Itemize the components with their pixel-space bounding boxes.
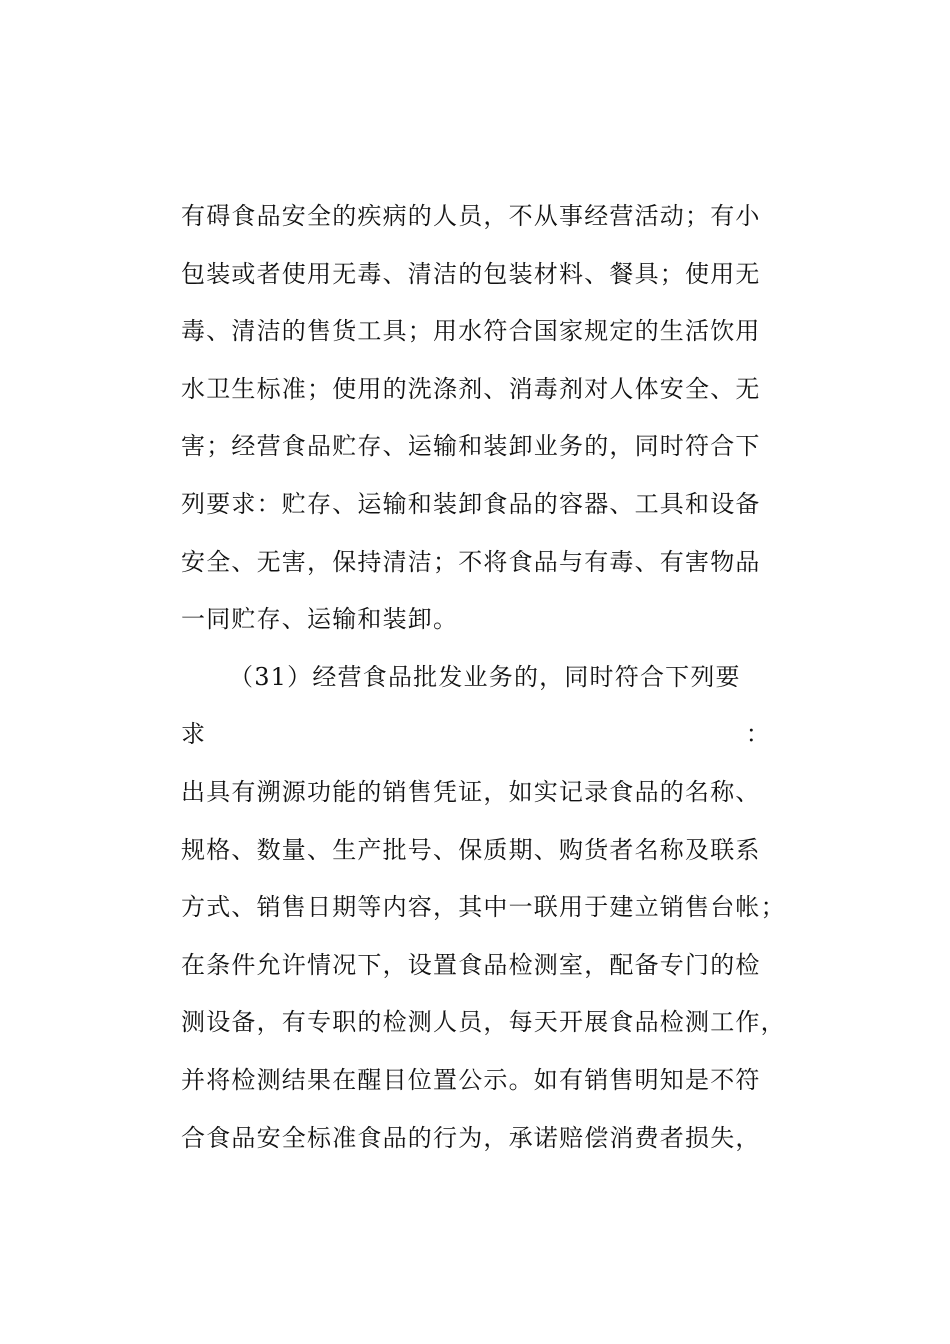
text-line-2: 包装或者使用无毒、清洁的包装材料、餐具；使用无 bbox=[181, 259, 761, 288]
text-line-10-left: 求 bbox=[181, 720, 207, 749]
text-line-12: 规格、数量、生产批号、保质期、购货者名称及联系 bbox=[181, 835, 761, 864]
body-text bbox=[181, 188, 786, 1167]
text-line-10 bbox=[181, 706, 771, 764]
text-line-16: 并将检测结果在醒目位置公示。如有销售明知是不符 bbox=[181, 1065, 761, 1094]
text-line-11: 出具有溯源功能的销售凭证，如实记录食品的名称、 bbox=[181, 777, 761, 806]
text-line-5: 害；经营食品贮存、运输和装卸业务的，同时符合下 bbox=[181, 432, 761, 461]
text-line-15: 测设备，有专职的检测人员，每天开展食品检测工作， bbox=[181, 1008, 786, 1037]
section-31-heading: （31）经营食品批发业务的，同时符合下列要 bbox=[229, 662, 741, 691]
text-line-10-right: ： bbox=[745, 720, 771, 749]
text-line-14: 在条件允许情况下，设置食品检测室，配备专门的检 bbox=[181, 950, 761, 979]
text-line-8: 一同贮存、运输和装卸。 bbox=[181, 605, 459, 634]
text-line-17: 合食品安全标准食品的行为，承诺赔偿消费者损失， bbox=[181, 1123, 761, 1152]
text-line-13: 方式、销售日期等内容，其中一联用于建立销售台帐； bbox=[181, 893, 786, 922]
text-line-6: 列要求：贮存、运输和装卸食品的容器、工具和设备 bbox=[181, 489, 761, 518]
text-line-1: 有碍食品安全的疾病的人员，不从事经营活动；有小 bbox=[181, 202, 761, 230]
text-line-7: 安全、无害，保持清洁；不将食品与有毒、有害物品 bbox=[181, 547, 761, 576]
text-line-3: 毒、清洁的售货工具；用水符合国家规定的生活饮用 bbox=[181, 317, 761, 346]
text-line-4: 水卫生标准；使用的洗涤剂、消毒剂对人体安全、无 bbox=[181, 374, 761, 403]
